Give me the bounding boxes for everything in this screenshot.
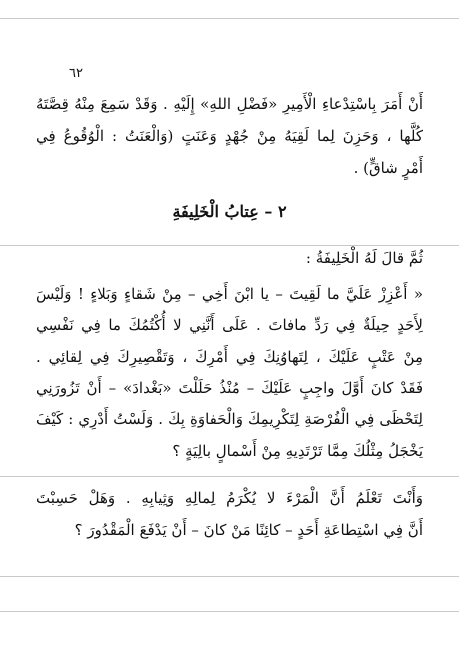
text-line: كُلَّها ، وَحَزِنَ لِما لَقِيَهُ مِنْ جُهْدٍ وَعَنَتٍ (وَالْعَنَتُ : الْوُقُوعُ فِي (36, 127, 423, 145)
rule-bottom-1 (0, 576, 459, 577)
rule-mid (0, 476, 459, 477)
section-heading: ٢ – عِتابُ الْخَلِيفَةِ (172, 202, 287, 221)
text-line: « أَعْزِزْ عَلَيَّ ما لَقِيتَ – يا ابْنَ أَخِي – مِنْ شَقاءٍ وَبَلاءٍ ! وَلَيْسَ (36, 285, 423, 303)
rule-top (0, 18, 459, 19)
text-line: أَمْرٍ شاقٍّ) . (353, 159, 423, 177)
page-number: ٦٢ (69, 66, 83, 81)
text-line: فَقَدْ كانَ أَوَّلَ واجِبٍ عَلَيْكَ – مُنْذُ حَلَلْتَ «بَغْدادَ» – أَنْ تَزُورَنِي (36, 379, 423, 397)
rule-bottom-2 (0, 611, 459, 612)
text-line: لِأَحَدٍ حِيلَةٌ فِي رَدِّ مافاتَ . عَلَى أَنَّنِي لا أُكْتُمُكَ ما فِي نَفْسِي (36, 316, 423, 334)
text-line: أَنْ أَمَرَ بِاسْتِدْعاءِ الْأَمِيرِ «فَضْلِ اللهِ» إِلَيْهِ . وَقَدْ سَمِعَ مِنْهُ قِصَّتَهُ (36, 95, 423, 113)
text-line: وَأَنْتَ تَعْلَمُ أَنَّ الْمَرْءَ لا يُكْرَمُ لِمالِهِ وَثِيابِهِ . وَهَلْ حَسِبْتَ (36, 489, 423, 507)
text-line: ثُمَّ قالَ لَهُ الْخَلِيفَةُ : (305, 249, 423, 267)
text-line: لِتَحْظَى فِي الْفُرْصَةِ لِتَكْرِيمِكَ وَالْحَفاوَةِ بِكَ . وَلَسْتُ أَدْرِي : كَيْفَ (36, 410, 423, 428)
text-line: أَنَّ فِي اسْتِطاعَةِ أَحَدٍ – كائِنًا مَنْ كانَ – أَنْ يَدْفَعَ الْمَقْدُورَ ؟ (74, 521, 423, 539)
text-line: مِنْ عَتْبٍ عَلَيْكَ ، لِتَهاوُنِكَ فِي أَمْرِكَ ، وَتَقْصِيرِكَ فِي لِقائِي . (36, 348, 423, 366)
text-line: يَخْجَلُ مِثْلُكَ مِمَّا تَرْتَدِيهِ مِنْ أَسْمالٍ بالِيَةٍ ؟ (172, 442, 423, 460)
